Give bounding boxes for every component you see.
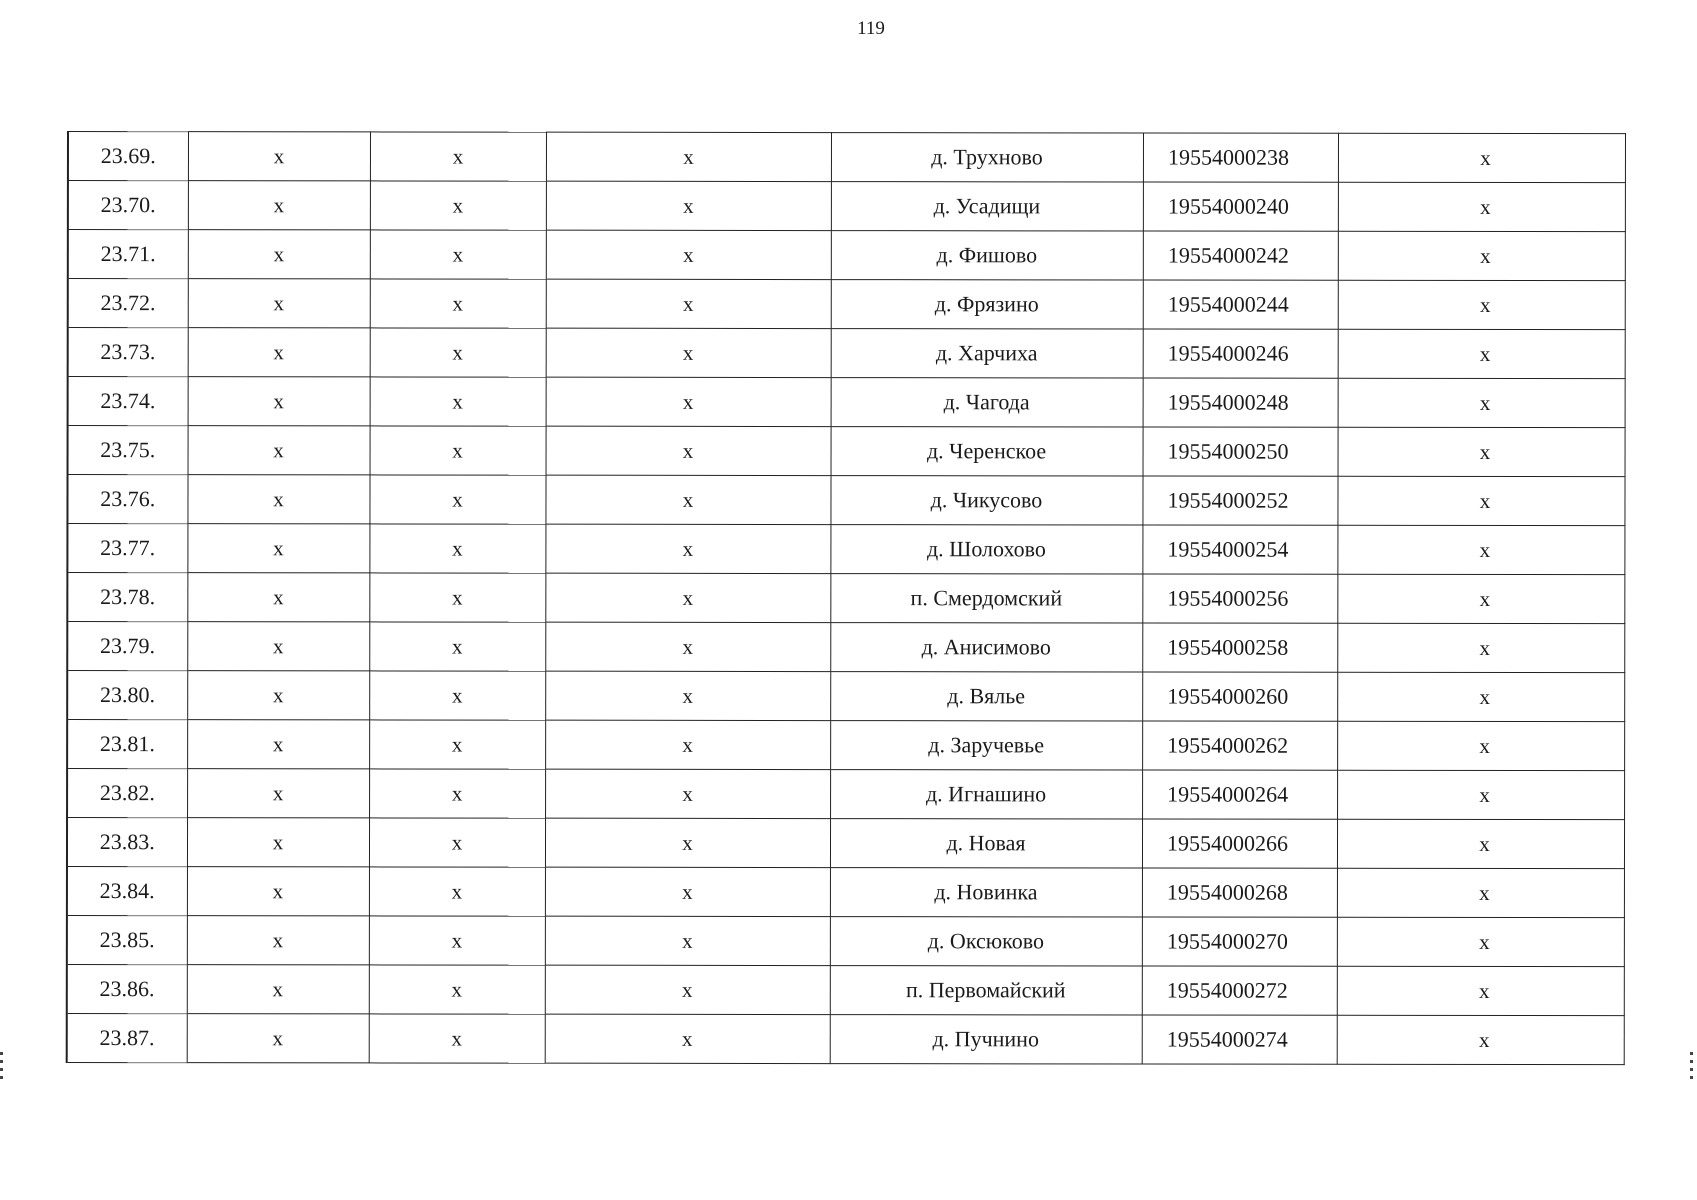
column-4-cell: х <box>545 818 830 867</box>
column-4-cell: х <box>545 867 830 916</box>
settlement-name-cell: д. Усадищи <box>831 182 1143 231</box>
column-2-cell: х <box>188 279 370 328</box>
column-4-cell: х <box>546 181 831 230</box>
oktmo-code-cell: 19554000246 <box>1143 329 1338 378</box>
settlement-name-cell: д. Оксюково <box>830 917 1142 966</box>
column-4-cell: х <box>545 671 830 720</box>
column-3-cell: х <box>369 916 545 965</box>
column-4-cell: х <box>546 328 831 377</box>
column-7-cell: х <box>1338 231 1625 280</box>
settlement-name-cell: д. Вялье <box>830 672 1142 721</box>
column-2-cell: х <box>187 769 369 818</box>
column-7-cell: х <box>1337 1015 1624 1064</box>
column-3-cell: х <box>369 475 545 524</box>
oktmo-code-cell: 19554000266 <box>1142 819 1337 868</box>
settlement-name-cell: д. Новая <box>830 819 1142 868</box>
scan-edge-marks-right <box>1690 1052 1693 1084</box>
row-number-cell: 23.86. <box>67 965 187 1014</box>
column-7-cell: х <box>1338 329 1625 378</box>
settlement-name-cell: д. Фишово <box>831 231 1143 280</box>
column-4-cell: х <box>545 622 830 671</box>
table-row <box>68 279 1625 330</box>
column-2-cell: х <box>187 573 369 622</box>
table-row <box>67 818 1624 869</box>
column-2-cell: х <box>187 965 369 1014</box>
column-7-cell: х <box>1337 868 1624 917</box>
oktmo-code-cell: 19554000242 <box>1143 231 1338 280</box>
column-7-cell: х <box>1337 574 1624 623</box>
table-row <box>67 916 1624 967</box>
settlement-name-cell: д. Трухново <box>831 133 1143 182</box>
column-3-cell: х <box>369 573 545 622</box>
table-row <box>67 720 1624 771</box>
settlement-name-cell: д. Новинка <box>830 868 1142 917</box>
column-7-cell: х <box>1338 427 1625 476</box>
oktmo-code-cell: 19554000238 <box>1143 133 1338 182</box>
row-number-cell: 23.74. <box>68 377 188 426</box>
column-3-cell: х <box>369 965 545 1014</box>
table-row <box>67 475 1624 526</box>
row-number-cell: 23.72. <box>68 279 188 328</box>
row-number-cell: 23.78. <box>67 573 187 622</box>
column-3-cell: х <box>370 181 546 230</box>
oktmo-code-cell: 19554000264 <box>1142 770 1337 819</box>
row-number-cell: 23.75. <box>68 426 188 475</box>
settlement-name-cell: д. Харчиха <box>831 329 1143 378</box>
column-7-cell: х <box>1337 476 1624 525</box>
column-2-cell: х <box>188 132 370 181</box>
table-row <box>67 671 1624 722</box>
oktmo-code-cell: 19554000272 <box>1142 966 1337 1015</box>
column-2-cell: х <box>187 867 369 916</box>
row-number-cell: 23.84. <box>67 867 187 916</box>
settlement-name-cell: д. Черенское <box>831 427 1143 476</box>
table-body <box>67 132 1625 1065</box>
row-number-cell: 23.77. <box>67 524 187 573</box>
column-3-cell: х <box>369 671 545 720</box>
settlement-name-cell: д. Чикусово <box>830 476 1142 525</box>
column-4-cell: х <box>545 916 830 965</box>
oktmo-code-cell: 19554000260 <box>1142 672 1337 721</box>
column-2-cell: х <box>187 524 369 573</box>
column-2-cell: х <box>187 916 369 965</box>
settlement-name-cell: д. Анисимово <box>830 623 1142 672</box>
column-7-cell: х <box>1338 378 1625 427</box>
table-row <box>67 622 1624 673</box>
settlement-name-cell: д. Шолохово <box>830 525 1142 574</box>
row-number-cell: 23.76. <box>67 475 187 524</box>
column-2-cell: х <box>187 475 369 524</box>
table-row <box>68 426 1625 477</box>
column-4-cell: х <box>545 573 830 622</box>
column-3-cell: х <box>369 622 545 671</box>
column-7-cell: х <box>1338 133 1625 182</box>
row-number-cell: 23.79. <box>67 622 187 671</box>
column-4-cell: х <box>546 132 831 181</box>
column-3-cell: х <box>370 328 546 377</box>
table-row <box>67 965 1624 1016</box>
column-4-cell: х <box>546 279 831 328</box>
column-4-cell: х <box>545 524 830 573</box>
column-7-cell: х <box>1337 721 1624 770</box>
column-3-cell: х <box>370 279 546 328</box>
column-7-cell: х <box>1337 966 1624 1015</box>
page-number: 119 <box>857 18 885 39</box>
oktmo-code-cell: 19554000268 <box>1142 868 1337 917</box>
table-row <box>68 328 1625 379</box>
oktmo-code-cell: 19554000274 <box>1142 1015 1337 1064</box>
oktmo-code-cell: 19554000250 <box>1143 427 1338 476</box>
column-7-cell: х <box>1337 672 1624 721</box>
settlement-name-cell: д. Чагода <box>831 378 1143 427</box>
settlement-name-cell: д. Пучнино <box>830 1015 1142 1064</box>
table-row <box>67 867 1624 918</box>
column-3-cell: х <box>370 132 546 181</box>
column-3-cell: х <box>370 230 546 279</box>
scan-edge-marks-left <box>0 1052 3 1084</box>
column-3-cell: х <box>369 769 545 818</box>
column-3-cell: х <box>369 720 545 769</box>
column-4-cell: х <box>545 769 830 818</box>
column-3-cell: х <box>369 818 545 867</box>
column-3-cell: х <box>369 867 545 916</box>
column-2-cell: х <box>187 671 369 720</box>
settlement-name-cell: п. Первомайский <box>830 966 1142 1015</box>
table-row <box>67 769 1624 820</box>
row-number-cell: 23.71. <box>68 230 188 279</box>
column-7-cell: х <box>1337 917 1624 966</box>
oktmo-code-cell: 19554000270 <box>1142 917 1337 966</box>
column-7-cell: х <box>1337 770 1624 819</box>
column-2-cell: х <box>187 1014 369 1063</box>
column-2-cell: х <box>188 426 370 475</box>
column-4-cell: х <box>545 965 830 1014</box>
table-row <box>68 181 1625 232</box>
table-row <box>68 132 1625 183</box>
settlements-table <box>66 131 1626 1065</box>
table-row <box>67 524 1624 575</box>
settlement-name-cell: п. Смердомский <box>830 574 1142 623</box>
oktmo-code-cell: 19554000254 <box>1142 525 1337 574</box>
column-2-cell: х <box>187 720 369 769</box>
oktmo-code-cell: 19554000244 <box>1143 280 1338 329</box>
column-3-cell: х <box>370 426 546 475</box>
column-7-cell: х <box>1337 819 1624 868</box>
column-3-cell: х <box>370 377 546 426</box>
column-7-cell: х <box>1338 182 1625 231</box>
settlement-name-cell: д. Заручевье <box>830 721 1142 770</box>
column-4-cell: х <box>546 230 831 279</box>
column-2-cell: х <box>188 328 370 377</box>
row-number-cell: 23.83. <box>67 818 187 867</box>
row-number-cell: 23.82. <box>67 769 187 818</box>
column-4-cell: х <box>546 426 831 475</box>
column-2-cell: х <box>187 622 369 671</box>
table-row <box>68 377 1625 428</box>
column-7-cell: х <box>1337 623 1624 672</box>
oktmo-code-cell: 19554000252 <box>1142 476 1337 525</box>
column-2-cell: х <box>188 377 370 426</box>
column-2-cell: х <box>188 230 370 279</box>
table-row <box>67 1014 1624 1065</box>
column-2-cell: х <box>188 181 370 230</box>
oktmo-code-cell: 19554000248 <box>1143 378 1338 427</box>
row-number-cell: 23.85. <box>67 916 187 965</box>
row-number-cell: 23.69. <box>68 132 188 181</box>
oktmo-code-cell: 19554000256 <box>1142 574 1337 623</box>
column-4-cell: х <box>545 475 830 524</box>
column-2-cell: х <box>187 818 369 867</box>
settlement-name-cell: д. Игнашино <box>830 770 1142 819</box>
column-4-cell: х <box>545 1014 830 1063</box>
row-number-cell: 23.87. <box>67 1014 187 1063</box>
column-3-cell: х <box>369 524 545 573</box>
settlement-name-cell: д. Фрязино <box>831 280 1143 329</box>
oktmo-code-cell: 19554000262 <box>1142 721 1337 770</box>
table-row <box>67 573 1624 624</box>
row-number-cell: 23.73. <box>68 328 188 377</box>
column-4-cell: х <box>546 377 831 426</box>
row-number-cell: 23.80. <box>67 671 187 720</box>
column-7-cell: х <box>1337 525 1624 574</box>
table-row <box>68 230 1625 281</box>
oktmo-code-cell: 19554000258 <box>1142 623 1337 672</box>
oktmo-code-cell: 19554000240 <box>1143 182 1338 231</box>
column-3-cell: х <box>369 1014 545 1063</box>
row-number-cell: 23.81. <box>67 720 187 769</box>
column-4-cell: х <box>545 720 830 769</box>
column-7-cell: х <box>1338 280 1625 329</box>
row-number-cell: 23.70. <box>68 181 188 230</box>
